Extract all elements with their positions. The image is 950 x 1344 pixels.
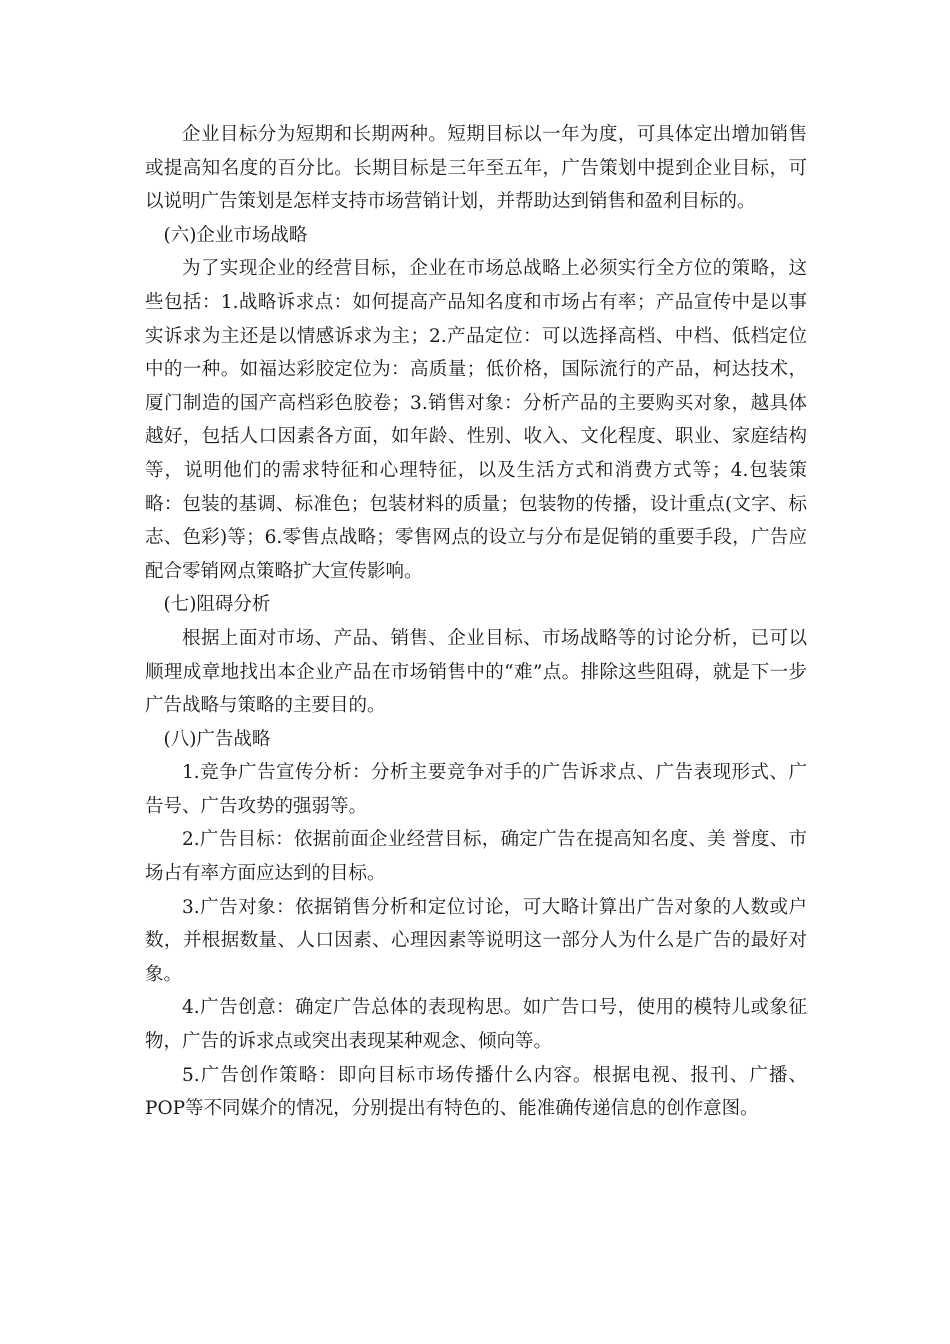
section-heading-market-strategy: (六)企业市场战略: [163, 224, 308, 246]
paragraph-market-strategy: 为了实现企业的经营目标，企业在市场总战略上必须实行全方位的策略，这些包括：1.战略诉求点：如何提高产品知名度和市场占有率；产品宣传中是以事实诉求为主还是以情感诉求为主；2.产品定位：可以选择高档、中档、低档定位中的一种。如福达彩胶定位为：高质量；低价格，国际流行的产品，柯达技术，厦门制造的国产高档彩色胶卷；3.销售对象：分析产品的主要购买对象，越具体越好，包括人口因素各方面，如年龄、性别、收入、文化程度、职业、家庭结构等，说明他们的需求特征和心理特征，以及生活方式和消费方式等；4.包装策略：包装的基调、标准色；包装材料的质量；包装物的传播，设计重点(文字、标志、色彩)等；6.零售点战略；零售网点的设立与分布是促销的重要手段，广告应配合零销网点策略扩大宣传影响。: [145, 258, 807, 582]
paragraph-business-goals: 企业目标分为短期和长期两种。短期目标以一年为度，可具体定出增加销售或提高知名度的百分比。长期目标是三年至五年，广告策划中提到企业目标，可以说明广告策划是怎样支持市场营销计划，并帮助达到销售和盈利目标的。: [145, 124, 807, 213]
paragraph-ad-creative-strategy: 5.广告创作策略：即向目标市场传播什么内容。根据电视、报刊、广播、POP等不同媒介的情况，分别提出有特色的、能准确传递信息的创作意图。: [145, 1064, 807, 1120]
section-heading-ad-strategy: (八)广告战略: [163, 728, 271, 750]
paragraph-obstacle-analysis: 根据上面对市场、产品、销售、企业目标、市场战略等的讨论分析，已可以顺理成章地找出本企业产品在市场销售中的“难”点。排除这些阻碍，就是下一步广告战略与策略的主要目的。: [145, 627, 807, 717]
paragraph-competitor-analysis: 1.竞争广告宣传分析：分析主要竞争对手的广告诉求点、广告表现形式、广告号、广告攻势的强弱等。: [145, 762, 807, 817]
paragraph-ad-creative: 4.广告创意：确定广告总体的表现构思。如广告口号，使用的模特儿或象征物，广告的诉求点或突出表现某种观念、倾向等。: [145, 997, 807, 1053]
paragraph-ad-audience: 3.广告对象：依据销售分析和定位讨论，可大略计算出广告对象的人数或户数，并根据数量、人口因素、心理因素等说明这一部分人为什么是广告的最好对象。: [145, 896, 807, 985]
paragraph-ad-goals: 2.广告目标：依据前面企业经营目标，确定广告在提高知名度、美 誉度、市场占有率方面应达到的目标。: [145, 829, 807, 885]
section-heading-obstacle-analysis: (七)阻碍分析: [163, 594, 271, 616]
document-body: [145, 118, 807, 1126]
